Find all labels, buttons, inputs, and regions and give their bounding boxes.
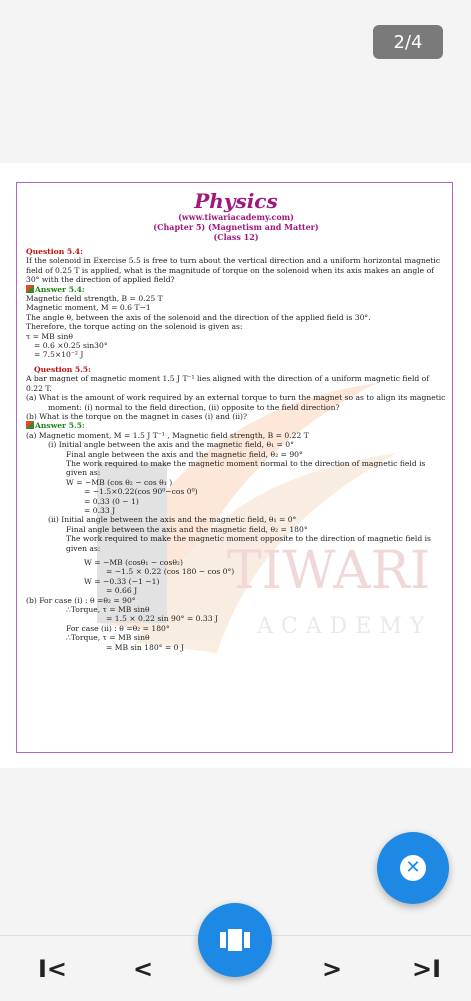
doc-line: given as:	[66, 543, 101, 553]
doc-line: Final angle between the axis and the magnetic field, θ₂ = 90°	[66, 449, 303, 459]
doc-line: = 1.5 × 0.22 sin 90° = 0.33 J	[106, 614, 219, 624]
doc-line: Magnetic field strength, B = 0.25 T	[26, 294, 163, 304]
doc-line: W = −0.33 (−1 −1)	[84, 576, 160, 586]
first-page-button[interactable]: I<	[38, 955, 68, 983]
doc-line: 30° with the direction of applied field?	[26, 275, 175, 285]
doc-line: The angle θ, between the axis of the solenoid and the direction of the applied field is 30°.	[26, 312, 371, 322]
doc-line: Answer 5.5:	[26, 421, 446, 430]
close-button[interactable]	[377, 832, 449, 904]
doc-line: = 0.33 (0 − 1)	[84, 496, 139, 506]
last-page-button[interactable]: >I	[412, 955, 442, 983]
doc-line: moment: (i) normal to the field direction, (ii) opposite to the field direction?	[48, 402, 340, 412]
doc-line: Question 5.4:	[26, 247, 83, 256]
doc-line: (a) Magnetic moment, M = 1.5 J T⁻¹ , Magnetic field strength, B = 0.22 T	[26, 430, 309, 440]
watermark-text: TIWARI	[227, 541, 431, 601]
doc-body	[26, 247, 446, 652]
doc-line: (b) What is the torque on the magnet in cases (i) and (ii)?	[26, 411, 248, 421]
doc-line: If the solenoid in Exercise 5.5 is free to turn about the vertical direction and a uniform horizontal magnetic	[26, 256, 441, 266]
doc-line: τ = MB sinθ	[26, 331, 73, 341]
doc-line: (a) What is the amount of work required by an external torque to turn the magnet so as to align its magnetic	[26, 393, 446, 403]
doc-line: A bar magnet of magnetic moment 1.5 J T⁻¹ lies aligned with the direction of a uniform magnetic field of	[26, 374, 430, 384]
doc-line: field of 0.25 T is applied, what is the magnitude of torque on the solenoid when its axis makes an angle of	[26, 265, 434, 275]
doc-line: Final angle between the axis and the magnetic field, θ₂ = 180°	[66, 524, 308, 534]
doc-line: ∴Torque, τ = MB sinθ	[66, 633, 150, 643]
doc-line: (ii) Initial angle between the axis and the magnetic field, θ₁ = 0°	[48, 515, 297, 525]
page-indicator: 2/4	[373, 25, 443, 59]
doc-line: = −1.5 × 0.22 (cos 180 − cos 0°)	[106, 567, 235, 577]
doc-line: = 0.6 ×0.25 sin30°	[34, 341, 108, 351]
doc-line: (b) For case (i) : θ =θ₂ = 90°	[26, 595, 136, 605]
pencil-icon	[26, 421, 34, 429]
doc-line: (i) Initial angle between the axis and the magnetic field, θ₁ = 0°	[48, 440, 294, 450]
doc-line: = 7.5×10⁻² J	[34, 350, 84, 360]
doc-line: Question 5.5:	[34, 364, 91, 374]
doc-line: W = −MB (cos θ₂ − cos θ₁ )	[66, 477, 173, 487]
close-icon: ✕	[400, 855, 426, 881]
pencil-icon	[26, 285, 34, 293]
doc-chapter: (Chapter 5) (Magnetism and Matter)	[153, 222, 319, 232]
doc-line: For case (ii) : θ =θ₂ = 180°	[66, 623, 170, 633]
document-content	[26, 190, 446, 652]
doc-line: = 0.33 J	[84, 505, 116, 515]
top-bar	[0, 0, 471, 160]
doc-line: ∴Torque, τ = MB sinθ	[66, 605, 150, 615]
doc-line: The work required to make the magnetic moment opposite to the direction of magnetic field is	[66, 534, 431, 544]
doc-line: Answer 5.4:	[26, 285, 446, 294]
prev-page-button[interactable]: <	[133, 955, 154, 983]
doc-line: W = −MB (cosθ₁ − cosθ₂)	[84, 558, 183, 567]
doc-line: = MB sin 180° = 0 J	[106, 642, 184, 652]
watermark-subtext: ACADEMY	[257, 614, 433, 639]
doc-line: 0.22 T.	[26, 383, 52, 393]
pages-button[interactable]	[198, 903, 272, 977]
doc-line: = −1.5×0.22(cos 90⁰−cos 0⁰)	[84, 487, 198, 497]
doc-line: Magnetic moment, M = 0.6 T−1	[26, 303, 151, 313]
doc-line: = 0.66 J	[106, 586, 138, 596]
doc-title: Physics	[194, 189, 278, 213]
doc-line: The work required to make the magnetic moment normal to the direction of magnetic field is	[66, 458, 426, 468]
doc-line: given as:	[66, 468, 101, 478]
book-pages-icon	[220, 929, 250, 951]
doc-site: (www.tiwariacademy.com)	[178, 212, 294, 222]
doc-line: Therefore, the torque acting on the solenoid is given as:	[26, 322, 243, 332]
doc-class: (Class 12)	[213, 232, 259, 242]
next-page-button[interactable]: >	[322, 955, 343, 983]
